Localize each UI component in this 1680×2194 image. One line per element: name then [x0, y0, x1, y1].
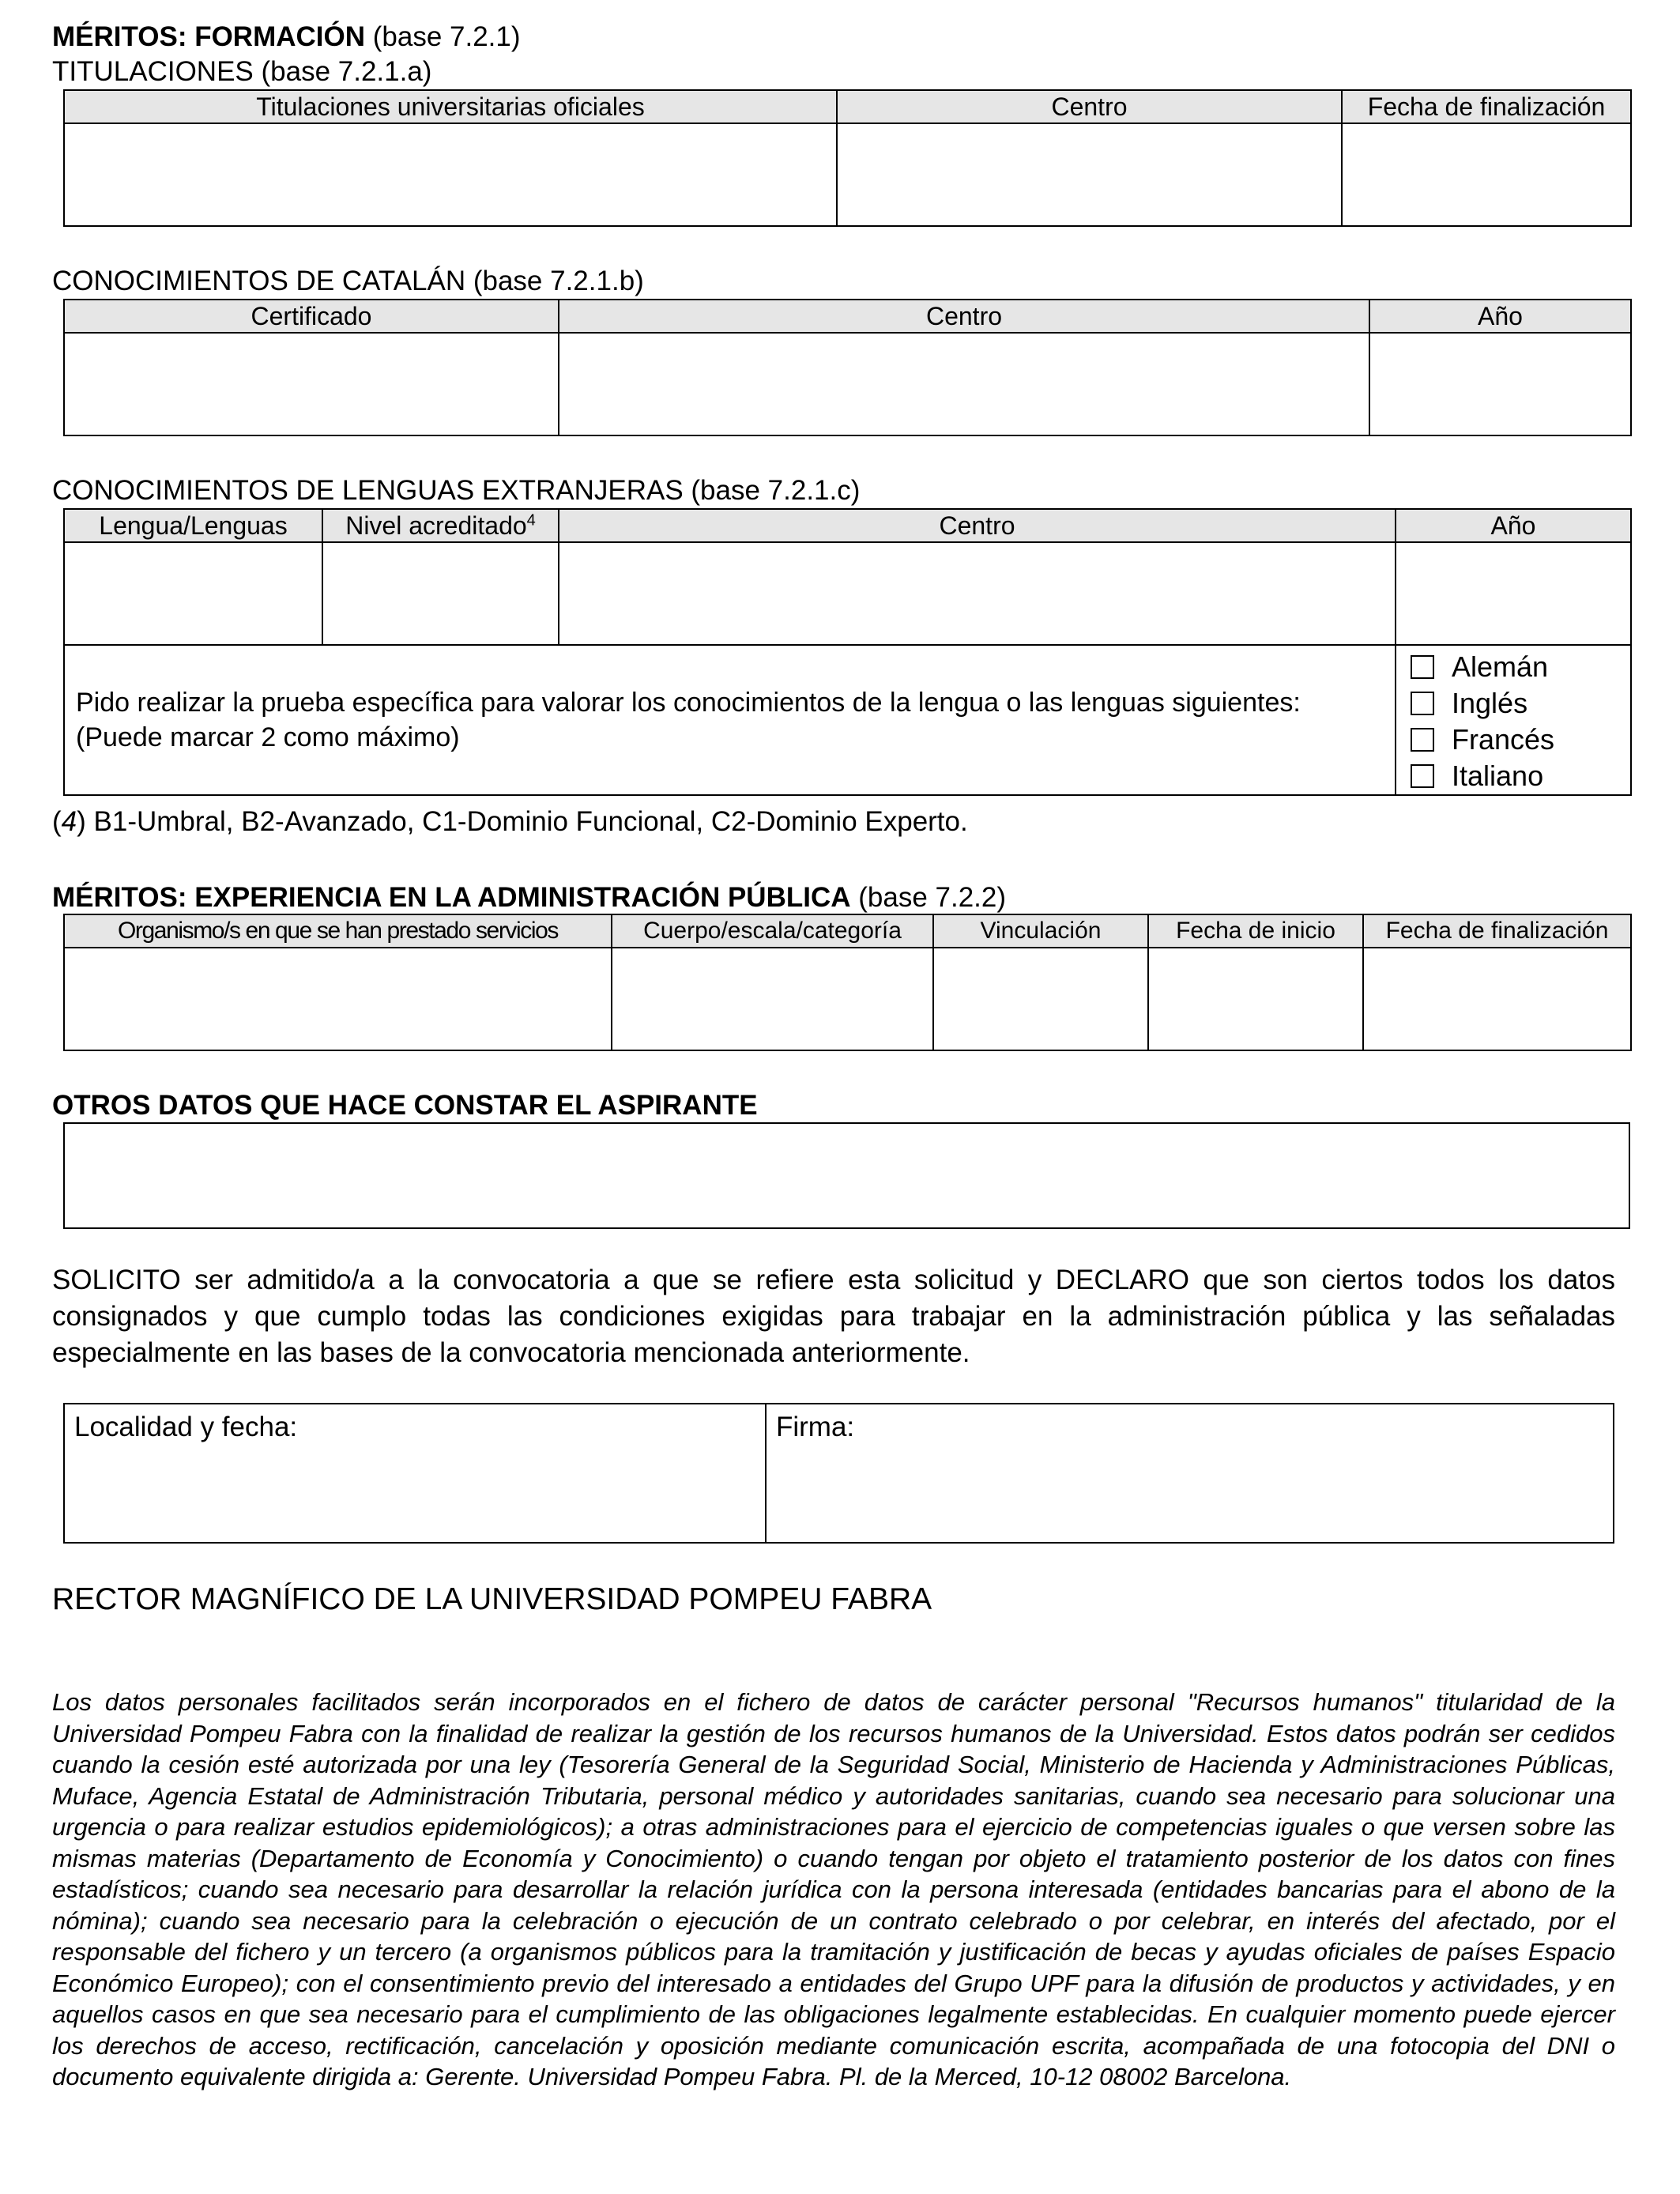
header-fecha-inicio: Fecha de inicio [1148, 914, 1363, 948]
header-nivel-label: Nivel acreditado [345, 511, 527, 540]
lengua-input-cell[interactable] [64, 542, 322, 645]
header-lengua: Lengua/Lenguas [64, 509, 322, 542]
lenguas-footnote: (4) B1-Umbral, B2-Avanzado, C1-Dominio Funcional, C2-Dominio Experto. [52, 806, 968, 837]
lenguas-title: CONOCIMIENTOS DE LENGUAS EXTRANJERAS (base 7.2.1.c) [52, 475, 861, 506]
firma-cell[interactable] [767, 1404, 1613, 1542]
rector-addressee: RECTOR MAGNÍFICO DE LA UNIVERSIDAD POMPEU FABRA [52, 1582, 932, 1616]
certificado-input-cell[interactable] [64, 333, 559, 435]
table-row [64, 123, 1631, 226]
experiencia-title: MÉRITOS: EXPERIENCIA EN LA ADMINISTRACIÓN PÚBLICA [52, 882, 851, 913]
formacion-title: MÉRITOS: FORMACIÓN [52, 21, 366, 52]
titulaciones-title: TITULACIONES (base 7.2.1.a) [52, 56, 432, 87]
vinculacion-input-cell[interactable] [933, 948, 1148, 1050]
header-organismo: Organismo/s en que se han prestado servicios [64, 914, 612, 948]
experiencia-base: (base 7.2.2) [858, 882, 1007, 913]
table-row [64, 948, 1631, 1050]
header-ano: Año [1396, 509, 1631, 542]
organismo-input-cell[interactable] [64, 948, 612, 1050]
centro-input-cell[interactable] [837, 123, 1342, 226]
localidad-fecha-label: Localidad y fecha: [74, 1412, 298, 1442]
table-row [64, 333, 1631, 435]
experiencia-heading [52, 881, 1006, 914]
option-frances-label: Francés [1452, 723, 1555, 756]
fecha-finalizacion-input-cell[interactable] [1342, 123, 1631, 226]
option-frances[interactable] [1411, 722, 1630, 758]
fecha-inicio-input-cell[interactable] [1148, 948, 1363, 1050]
lenguas-table [63, 508, 1632, 796]
experiencia-table [63, 914, 1632, 1051]
centro-input-cell[interactable] [559, 333, 1369, 435]
header-centro: Centro [559, 509, 1396, 542]
cuerpo-input-cell[interactable] [612, 948, 933, 1050]
footnote-text: B1-Umbral, B2-Avanzado, C1-Dominio Funcional, C2-Dominio Experto. [93, 806, 968, 837]
footnote-number: 4 [61, 806, 77, 837]
header-certificado: Certificado [64, 300, 559, 333]
header-centro: Centro [837, 90, 1342, 123]
ano-input-cell[interactable] [1369, 333, 1631, 435]
header-ano: Año [1369, 300, 1631, 333]
titulaciones-input-cell[interactable] [64, 123, 837, 226]
checkbox-aleman[interactable] [1411, 655, 1434, 679]
table-header-row [64, 914, 1631, 948]
option-ingles-label: Inglés [1452, 687, 1528, 719]
checkbox-frances[interactable] [1411, 728, 1434, 752]
table-header-row [64, 90, 1631, 123]
header-vinculacion: Vinculación [933, 914, 1148, 948]
catalan-title: CONOCIMIENTOS DE CATALÁN (base 7.2.1.b) [52, 266, 644, 296]
formacion-heading [52, 21, 521, 54]
catalan-table [63, 299, 1632, 436]
checkbox-italiano[interactable] [1411, 764, 1434, 788]
nivel-input-cell[interactable] [322, 542, 559, 645]
footnote-mark: 4 [526, 511, 536, 530]
ano-input-cell[interactable] [1396, 542, 1631, 645]
table-row [64, 542, 1631, 645]
centro-input-cell[interactable] [559, 542, 1396, 645]
localidad-fecha-cell[interactable] [65, 1404, 767, 1542]
option-ingles[interactable] [1411, 685, 1630, 722]
header-nivel-acreditado [322, 509, 559, 542]
signature-box [63, 1403, 1614, 1544]
header-titulaciones: Titulaciones universitarias oficiales [64, 90, 837, 123]
solicito-paragraph: SOLICITO ser admitido/a a la convocatoria a que se refiere esta solicitud y DECLARO que son ciertos todos los datos consignados y que cumplo todas las condiciones exigidas para trabajar en la administración pública y las señaladas especialmente en las bases de la convocatoria mencionada anteriormente. [52, 1265, 1615, 1368]
option-aleman-label: Alemán [1452, 650, 1549, 683]
language-options [1396, 645, 1631, 795]
titulaciones-table [63, 89, 1632, 227]
prueba-request-text: Pido realizar la prueba específica para valorar los conocimientos de la lengua o las lenguas siguientes: (Puede marcar 2 como máximo) [64, 645, 1396, 795]
header-fecha-finalizacion: Fecha de finalización [1342, 90, 1631, 123]
option-aleman[interactable] [1411, 649, 1630, 685]
table-header-row [64, 300, 1631, 333]
checkbox-ingles[interactable] [1411, 692, 1434, 715]
otros-input-box[interactable] [63, 1122, 1630, 1229]
table-header-row [64, 509, 1631, 542]
prueba-row [64, 645, 1631, 795]
header-fecha-finalizacion: Fecha de finalización [1363, 914, 1631, 948]
option-italiano-label: Italiano [1452, 760, 1544, 792]
formacion-base: (base 7.2.1) [372, 21, 521, 52]
option-italiano[interactable] [1411, 758, 1630, 794]
otros-title: OTROS DATOS QUE HACE CONSTAR EL ASPIRANTE [52, 1090, 758, 1121]
privacy-notice: Los datos personales facilitados serán incorporados en el fichero de datos de carácter personal "Recursos humanos" titularidad de la Universidad Pompeu Fabra con la finalidad de realizar la gestión de los recursos humanos de la Universidad. Estos datos podrán ser cedidos cuando la cesión esté autorizada por una ley (Tesorería General de la Seguridad Social, Ministerio de Hacienda y Administraciones Públicas, Muface, Agencia Estatal de Administración Tributaria, personal médico y autoridades sanitarias, cuando sea necesario para solucionar una urgencia o para realizar estudios epidemiológicos); a otras administraciones para el ejercicio de competencias iguales o que versen sobre las mismas materias (Departamento de Economía y Conocimiento) o cuando tengan por objeto el tratamiento posterior de los datos con fines estadísticos; cuando sea necesario para desarrollar la relación jurídica con la persona interesada (entidades bancarias para el abono de la nómina); cuando sea necesario para la celebración o ejecución de un contrato celebrado o por celebrar, en interés del afectado, por el responsable del fichero y un tercero (a organismos públicos para la tramitación y justificación de becas y ayudas oficiales de países Espacio Económico Europeo); con el consentimiento previo del interesado a entidades del Grupo UPF para la difusión de productos y actividades, y en aquellos casos en que sea necesario para el cumplimiento de las obligaciones legalmente establecidas. En cualquier momento puede ejercer los derechos de acceso, rectificación, cancelación y oposición mediante comunicación escrita, acompañada de una fotocopia del DNI o documento equivalente dirigida a: Gerente. Universidad Pompeu Fabra. Pl. de la Merced, 10-12 08002 Barcelona. [52, 1688, 1615, 2090]
firma-label: Firma: [776, 1412, 855, 1442]
fecha-finalizacion-input-cell[interactable] [1363, 948, 1631, 1050]
header-cuerpo: Cuerpo/escala/categoría [612, 914, 933, 948]
header-centro: Centro [559, 300, 1369, 333]
